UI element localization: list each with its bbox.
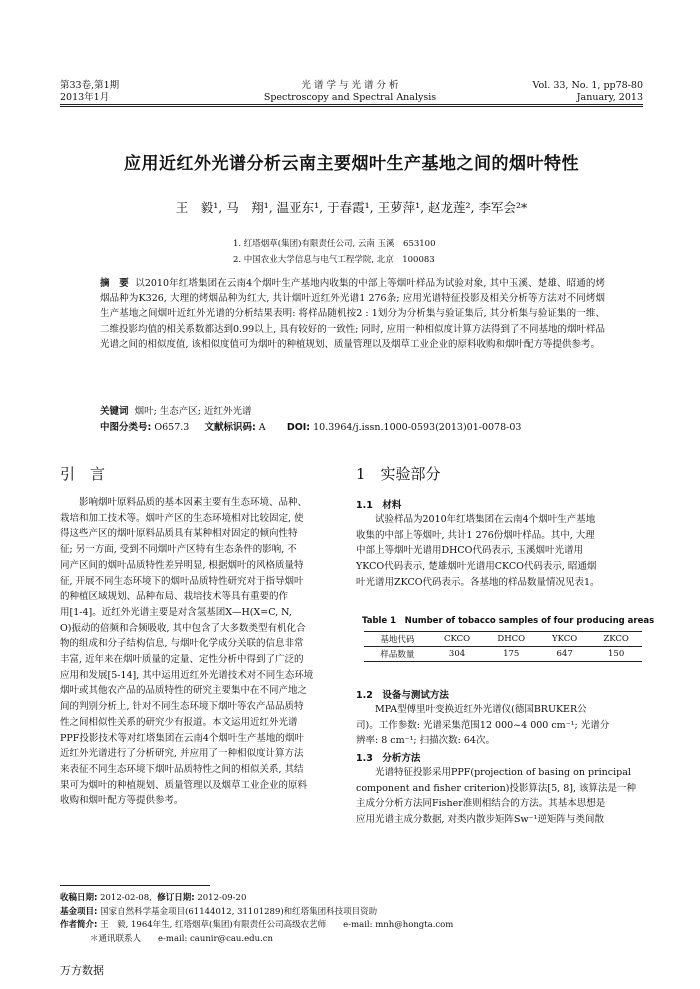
revised-label: 修订日期: [157,893,195,903]
intro-line: O)振动的倍频和合频吸收, 其中包含了大多数类型有机化合 [60,622,306,634]
journal-name-en: Spectroscopy and Spectral Analysis [263,92,437,103]
volume-pages: Vol. 33, No. 1, pp78-80 [532,80,643,91]
table-cell: 150 [608,649,625,659]
bio-text: 王 毅, 1964年生, 红塔烟草(集团)有限责任公司高级农艺师 e-mail: mnh@hongta.com [100,920,454,930]
clc-label: 中图分类号: [100,422,152,433]
author-list: 王 毅¹, 马 翔¹, 温亚东¹, 于春霞¹, 王萝萍¹, 赵龙莲², 李军会²* [175,200,528,215]
keywords-text: 烟叶; 生态产区; 近红外光谱 [134,406,252,417]
watermark-brand: 万方数据 [60,964,104,977]
s11-line: 中部上等烟叶光谱用DHCO代码表示, 玉溪烟叶光谱用 [356,545,583,557]
section1-heading: 1 实验部分 [356,465,441,483]
table1-title: Table 1 Number of tobacco samples of four producing areas [362,616,655,626]
table-header-cell: DHCO [497,634,526,644]
journal-name-cn: 光 谱 学 与 光 谱 分 析 [301,80,399,91]
s12-line: MPA型傅里叶变换近红外光谱仪(德国BRUKER公 [356,704,587,715]
s12-line: 司)。工作参数: 光谱采集范围12 000~4 000 cm⁻¹; 光谱分 [356,719,610,731]
issue-info [60,80,119,104]
intro-line: 的种植区域规划、品种布局、栽培技术等具有重要的作 [60,591,289,603]
fund-line [60,906,643,920]
doi-value: 10.3964/j.issn.1000-0593(2013)01-0078-03 [313,422,522,433]
journal-name [250,80,450,104]
corresponding-author: ＊通讯联系人 e-mail: caunir@cau.edu.cn [90,933,273,944]
keywords [100,403,252,417]
intro-line: 近红外光谱进行了分析研究, 并应用了一种相似度计算方法 [60,748,304,760]
s13-heading: 1.3 分析方法 [356,753,421,764]
received-date: 2012-02-08, [100,893,152,903]
doc-label: 文献标识码: [204,422,256,433]
revised-date: 2012-09-20 [197,893,247,903]
table1 [364,631,642,662]
intro-line: 间的判别分析上, 针对不同生态环境下烟叶等农产品品质特 [60,701,304,713]
table-header-cell: 基地代码 [380,635,415,645]
s11-line: 试验样品为2010年红塔集团在云南4个烟叶生产基地 [356,514,596,525]
abstract [100,276,605,352]
intro-line: 烟叶或其他农产品的品质特性的研究主要集中在不同产地之 [60,685,308,697]
s11-line: 叶光谱用ZKCO代码表示。各基地的样品数量情况见表1。 [356,576,600,588]
issue-date: 2013年1月 [60,92,110,103]
intro-line: 性之间相似性关系的研究少有报道。本文运用近红外光谱 [60,716,298,728]
classification [100,419,521,433]
table-cell: 647 [556,649,573,659]
keywords-label: 关键词 [100,406,129,417]
fund-text: 国家自然科学基金项目(61144012, 31101289)和红塔集团科技项目资助 [100,906,378,917]
intro-line: 影响烟叶原料品质的基本因素主要有生态环境、品种、 [60,497,308,508]
s11-line: 收集的中部上等烟叶, 共计1 276份烟叶样品。其中, 大理 [356,529,595,541]
header-rule [60,104,643,105]
fund-label: 基金项目: [60,906,98,917]
intro-line: 应用和发展[5-14], 其中运用近红外光谱技术对不同生态环境 [60,669,314,681]
intro-body [60,495,348,809]
intro-line: 收购和烟叶配方等提供参考。 [60,795,184,807]
table-cell: 样品数量 [380,650,415,660]
s11-line: YKCO代码表示, 楚雄烟叶光谱用CKCO代码表示, 昭通烟 [356,561,597,573]
intro-line: 来表征不同生态环境下烟叶品质特性之间的相似关系, 其结 [60,763,304,775]
intro-line: 物的组成和分子结构信息, 与烟叶化学成分关联的信息非常 [60,638,304,650]
abstract-label: 摘 要 [100,278,129,289]
s12-heading: 1.2 设备与测试方法 [356,690,449,701]
paper-title: 应用近红外光谱分析云南主要烟叶生产基地之间的烟叶特性 [124,154,579,174]
intro-line: 丰富, 近年来在烟叶质量的定量、定性分析中得到了广泛的 [60,654,304,666]
intro-line: 征, 开展不同生态环境下的烟叶品质特性研究对于指导烟叶 [60,575,304,587]
table-header-row [364,632,642,647]
table-row [364,647,642,662]
doc-code: A [258,422,266,433]
bio-label: 作者简介: [60,920,98,930]
citation-info [480,80,643,104]
table-cell: 304 [448,649,466,659]
intro-heading: 引 言 [60,465,106,483]
abstract-text: 以2010年红塔集团在云南4个烟叶生产基地内收集的中部上等烟叶样品为试验对象, 其中玉溪、楚雄、昭通的烤烟品种为K326, 大理的烤烟品种为红大, 共计烟叶近红外光谱1 276条; 应用光谱特征投影及相关分析等方法对不同烤烟生产基地之间烟叶近红外光谱的分析结果表明: 将样品随机按2 : 1划分为分析集与验证集后, 其分析集与验证集的一维、二维投影均值的相关系数都达到0.99以上, 具有较好的一致性; 同时, 应用一种相似度计算方法得到了不同基地的烟叶样品光谱之间的相似度值, 该相似度值可为烟叶的种植规划、质量管理以及烟草工业企业的原料收购和烟叶配方等提供参考。 [100,278,605,350]
table-header-cell: ZKCO [603,634,629,644]
volume-issue: 第33卷,第1期 [60,80,120,91]
s12-line: 辨率: 8 cm⁻¹; 扫描次数: 64次。 [356,735,495,747]
received-label: 收稿日期: [60,893,98,903]
table-header-cell: YKCO [552,634,578,644]
s13-line: 应用光谱主成分数据, 对类内散步矩阵Sw⁻¹逆矩阵与类间散 [356,814,605,826]
dates-line [60,892,643,906]
intro-line: 得这些产区的烟叶原料品质具有某种相对固定的倾向性特 [60,528,298,540]
affiliation-1: 1. 红塔烟草(集团)有限责任公司, 云南 玉溪 653100 [233,239,436,249]
s11-heading: 1.1 材料 [356,500,402,511]
s13-line: 光谱特征投影采用PPF(projection of basing on principal [356,767,631,778]
affiliation-2: 2. 中国农业大学信息与电气工程学院, 北京 100083 [233,255,435,265]
clc-code: O657.3 [154,422,190,433]
s13-line: component and fisher criterion)投影算法[5, 8], 该算法是一种 [356,782,636,794]
table-cell: 175 [503,649,520,659]
header-rule-thin [60,106,643,107]
s12-body [356,702,643,749]
s11-body [356,512,643,591]
intro-line: 征; 另一方面, 受到不同烟叶产区特有生态条件的影响, 不 [60,544,297,556]
s13-body [356,765,643,828]
intro-line: PPF投影技术等对红塔集团在云南4个烟叶生产基地的烟叶 [60,732,304,744]
intro-line: 栽培和加工技术等。烟叶产区的生态环境相对比较固定, 使 [60,512,304,524]
intro-line: 同产区间的烟叶品质特性差异明显, 根据烟叶的风格质量特 [60,559,304,571]
bio-line [60,919,643,933]
intro-line: 果可为烟叶的种植规划、质量管理以及烟草工业企业的原料 [60,779,308,791]
publication-month: January, 2013 [576,92,643,103]
table-header-cell: CKCO [443,634,471,644]
intro-line: 用[1-4]。近红外光谱主要是对含氢基团X—H(X=C, N, [60,606,292,618]
doi-label: DOI: [286,422,311,433]
footnotes [60,892,643,946]
footnote-rule [60,885,210,886]
s13-line: 主成分分析方法同Fisher准则相结合的方法。其基本思想是 [356,798,606,810]
